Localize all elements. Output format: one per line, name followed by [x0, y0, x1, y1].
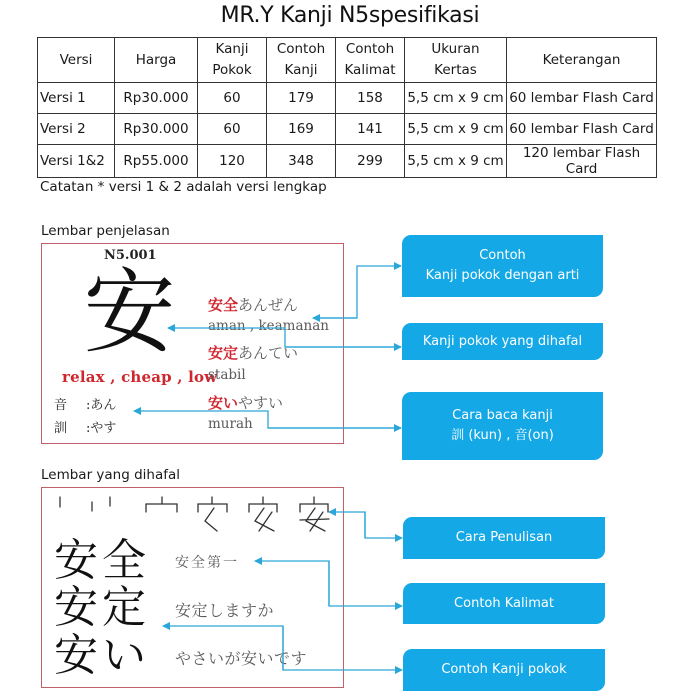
- callout-line: Contoh: [479, 248, 526, 263]
- example-1-meaning: aman , keamanan: [208, 318, 329, 334]
- callout-line: Kanji pokok yang dihafal: [422, 333, 583, 349]
- on-reading-value: :あん: [86, 398, 117, 413]
- callout-contoh-kalimat: [403, 583, 605, 624]
- callout-contoh-kanji-pokok: [403, 649, 605, 691]
- main-kanji: 安: [83, 259, 176, 366]
- example-2: [208, 342, 298, 363]
- callout-cara-baca: [402, 392, 603, 460]
- header-keterangan: Keterangan: [507, 38, 657, 83]
- example-2-meaning: stabil: [208, 367, 246, 383]
- table-row: [38, 83, 657, 114]
- kanji-code: N5.001: [104, 248, 157, 263]
- callout-line: Kanji pokok dengan arti: [425, 268, 580, 283]
- cell-kanji-pokok: 60: [198, 114, 267, 145]
- spec-table: [37, 37, 657, 178]
- kun-reading-label: 訓: [54, 421, 68, 436]
- kanji-meaning: relax , cheap , low: [62, 368, 218, 386]
- word-anzen: 安全: [54, 535, 150, 586]
- callout-contoh-kanji-arti: [402, 235, 603, 297]
- example-reading: やすい: [238, 394, 284, 412]
- table-header-row: [38, 38, 657, 83]
- stroke-order-diagram: [42, 488, 345, 538]
- on-reading-label: 音: [54, 398, 68, 413]
- header-harga: Harga: [115, 38, 198, 83]
- section-label-dihafal: Lembar yang dihafal: [41, 467, 181, 483]
- cell-versi: Versi 1: [38, 83, 115, 114]
- cell-kanji-pokok: 120: [198, 145, 267, 178]
- cell-ukuran-kertas: 5,5 cm x 9 cm: [405, 145, 507, 178]
- cell-kanji-pokok: 60: [198, 83, 267, 114]
- example-1: [208, 294, 298, 315]
- table-row: [38, 114, 657, 145]
- callout-line: Contoh Kalimat: [454, 595, 554, 611]
- example-3: [208, 392, 283, 413]
- table-note: Catatan * versi 1 & 2 adalah versi lengkap: [40, 179, 327, 195]
- callout-line: 訓 (kun) , 音(on): [451, 428, 554, 443]
- memorize-card: [41, 487, 344, 688]
- sentence-3: やさいが安いです: [175, 649, 308, 668]
- cell-versi: Versi 2: [38, 114, 115, 145]
- cell-keterangan: 60 lembar Flash Card: [507, 114, 657, 145]
- cell-contoh-kalimat: 299: [336, 145, 405, 178]
- callout-kanji-pokok-dihafal: [402, 323, 603, 360]
- kun-reading-value: :やす: [86, 421, 117, 436]
- word-antei: 安定: [54, 582, 150, 633]
- header-contoh-kalimat: Contoh Kalimat: [336, 38, 405, 83]
- word-yasui: 安い: [54, 630, 150, 681]
- cell-contoh-kanji: 169: [267, 114, 336, 145]
- section-label-penjelasan: Lembar penjelasan: [41, 223, 170, 239]
- cell-ukuran-kertas: 5,5 cm x 9 cm: [405, 114, 507, 145]
- example-reading: あんてい: [238, 344, 299, 362]
- explanation-card: [41, 243, 344, 444]
- cell-contoh-kanji: 179: [267, 83, 336, 114]
- cell-versi: Versi 1&2: [38, 145, 115, 178]
- cell-contoh-kalimat: 158: [336, 83, 405, 114]
- callout-line: Contoh Kanji pokok: [441, 662, 567, 677]
- sentence-2: 安定しますか: [175, 601, 275, 620]
- example-word: 安全: [208, 296, 239, 314]
- callout-line: Cara Penulisan: [455, 530, 553, 545]
- cell-harga: Rp55.000: [115, 145, 198, 178]
- cell-ukuran-kertas: 5,5 cm x 9 cm: [405, 83, 507, 114]
- header-versi: Versi: [38, 38, 115, 83]
- cell-harga: Rp30.000: [115, 83, 198, 114]
- header-ukuran-kertas: Ukuran Kertas: [405, 38, 507, 83]
- cell-contoh-kanji: 348: [267, 145, 336, 178]
- cell-keterangan: 60 lembar Flash Card: [507, 83, 657, 114]
- cell-contoh-kalimat: 141: [336, 114, 405, 145]
- callout-line: Cara baca kanji: [452, 408, 553, 423]
- cell-harga: Rp30.000: [115, 114, 198, 145]
- example-word: 安い: [208, 394, 239, 412]
- callout-cara-penulisan: [403, 517, 605, 559]
- example-reading: あんぜん: [238, 296, 299, 314]
- example-3-meaning: murah: [208, 416, 253, 432]
- header-kanji-pokok: Kanji Pokok: [198, 38, 267, 83]
- table-row: [38, 145, 657, 178]
- page-title: MR.Y Kanji N5spesifikasi: [220, 3, 480, 28]
- cell-keterangan: 120 lembar Flash Card: [507, 145, 657, 178]
- header-contoh-kanji: Contoh Kanji: [267, 38, 336, 83]
- sentence-1: 安全第一: [175, 555, 239, 571]
- example-word: 安定: [208, 344, 239, 362]
